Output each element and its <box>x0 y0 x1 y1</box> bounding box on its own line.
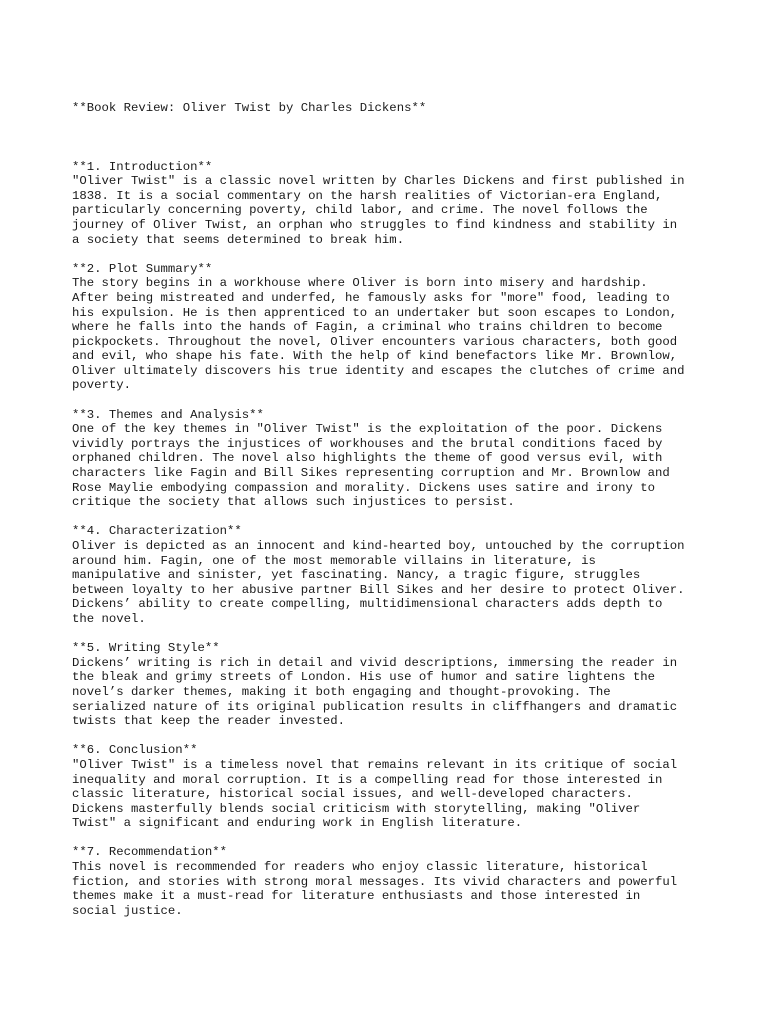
section-text-line: critique the society that allows such injustices to persist. <box>72 495 515 510</box>
section-text-line: classic literature, historical social issues, and well-developed characters. <box>72 787 633 802</box>
section-text-line: Dickens’ ability to create compelling, multidimensional characters adds depth to <box>72 597 663 612</box>
section-text-line: "Oliver Twist" is a classic novel written by Charles Dickens and first published in <box>72 174 685 189</box>
section-text-line: vividly portrays the injustices of workhouses and the brutal conditions faced by <box>72 436 663 451</box>
document-title: **Book Review: Oliver Twist by Charles Dickens** <box>72 101 427 116</box>
section-text-line: the novel. <box>72 611 146 626</box>
review-section <box>72 641 712 729</box>
review-section <box>72 743 712 831</box>
section-text-line: the bleak and grimy streets of London. His use of humor and satire lightens the <box>72 670 655 685</box>
section-text-line: between loyalty to her abusive partner Bill Sikes and her desire to protect Oliver. <box>72 582 685 597</box>
section-text-line: journey of Oliver Twist, an orphan who struggles to find kindness and stability in <box>72 217 678 232</box>
review-section <box>72 160 712 248</box>
section-text-line: pickpockets. Throughout the novel, Oliver encounters various characters, both good <box>72 334 678 349</box>
section-text-line: Oliver is depicted as an innocent and kind-hearted boy, untouched by the corruption <box>72 539 685 553</box>
section-text-line: This novel is recommended for readers who enjoy classic literature, historical <box>72 860 648 875</box>
section-text-line: manipulative and sinister, yet fascinating. Nancy, a tragic figure, struggles <box>72 568 641 583</box>
section-text-line: orphaned children. The novel also highlights the theme of good versus evil, with <box>72 451 663 466</box>
section-text-line: inequality and moral corruption. It is a compelling read for those interested in <box>72 772 663 787</box>
review-section <box>72 524 712 626</box>
section-text-line: fiction, and stories with strong moral messages. Its vivid characters and powerful <box>72 874 678 889</box>
section-text-line: around him. Fagin, one of the most memorable villains in literature, is <box>72 553 596 568</box>
section-heading: **7. Recommendation** <box>72 845 227 860</box>
section-text-line: where he falls into the hands of Fagin, a criminal who trains children to become <box>72 320 663 335</box>
section-text-line: a society that seems determined to break him. <box>72 232 405 247</box>
section-text-line: Oliver ultimately discovers his true identity and escapes the clutches of crime and <box>72 363 685 378</box>
section-text-line: After being mistreated and underfed, he famously asks for "more" food, leading to <box>72 290 670 305</box>
section-text-line: poverty. <box>72 378 132 393</box>
document-page <box>72 72 712 948</box>
section-text-line: his expulsion. He is then apprenticed to an undertaker but soon escapes to London, <box>72 305 678 320</box>
section-text-line: and evil, who shape his fate. With the help of kind benefactors like Mr. Brownlow, <box>72 349 678 364</box>
section-heading: **6. Conclusion** <box>72 743 198 758</box>
section-text-line: Twist" a significant and enduring work in English literature. <box>72 816 523 831</box>
section-text-line: themes make it a must-read for literature enthusiasts and those interested in <box>72 889 641 904</box>
section-heading: **4. Characterization** <box>72 524 242 539</box>
section-text-line: Dickens’ writing is rich in detail and vivid descriptions, immersing the reader in <box>72 655 678 670</box>
section-text-line: Rose Maylie embodying compassion and morality. Dickens uses satire and irony to <box>72 480 655 495</box>
section-text-line: particularly concerning poverty, child labor, and crime. The novel follows the <box>72 203 648 218</box>
section-text-line: Dickens masterfully blends social criticism with storytelling, making "Oliver <box>72 801 641 816</box>
section-text-line: "Oliver Twist" is a timeless novel that remains relevant in its critique of social <box>72 757 678 772</box>
section-text-line: characters like Fagin and Bill Sikes representing corruption and Mr. Brownlow and <box>72 466 670 481</box>
section-text-line: The story begins in a workhouse where Oliver is born into misery and hardship. <box>72 276 648 291</box>
section-text-line: 1838. It is a social commentary on the harsh realities of Victorian-era England, <box>72 188 663 203</box>
section-heading: **3. Themes and Analysis** <box>72 407 264 422</box>
review-section <box>72 408 712 510</box>
section-text-line: serialized nature of its original publication results in cliffhangers and dramatic <box>72 699 678 714</box>
section-text-line: twists that keep the reader invested. <box>72 714 346 729</box>
review-section <box>72 262 712 393</box>
section-text-line: social justice. <box>72 903 183 918</box>
section-text-line: novel’s darker themes, making it both engaging and thought-provoking. The <box>72 684 611 699</box>
section-heading: **5. Writing Style** <box>72 641 220 656</box>
review-section <box>72 845 712 918</box>
section-heading: **2. Plot Summary** <box>72 261 213 276</box>
section-heading: **1. Introduction** <box>72 159 213 174</box>
document-sections <box>72 160 712 919</box>
section-text-line: One of the key themes in "Oliver Twist" is the exploitation of the poor. Dickens <box>72 422 663 437</box>
